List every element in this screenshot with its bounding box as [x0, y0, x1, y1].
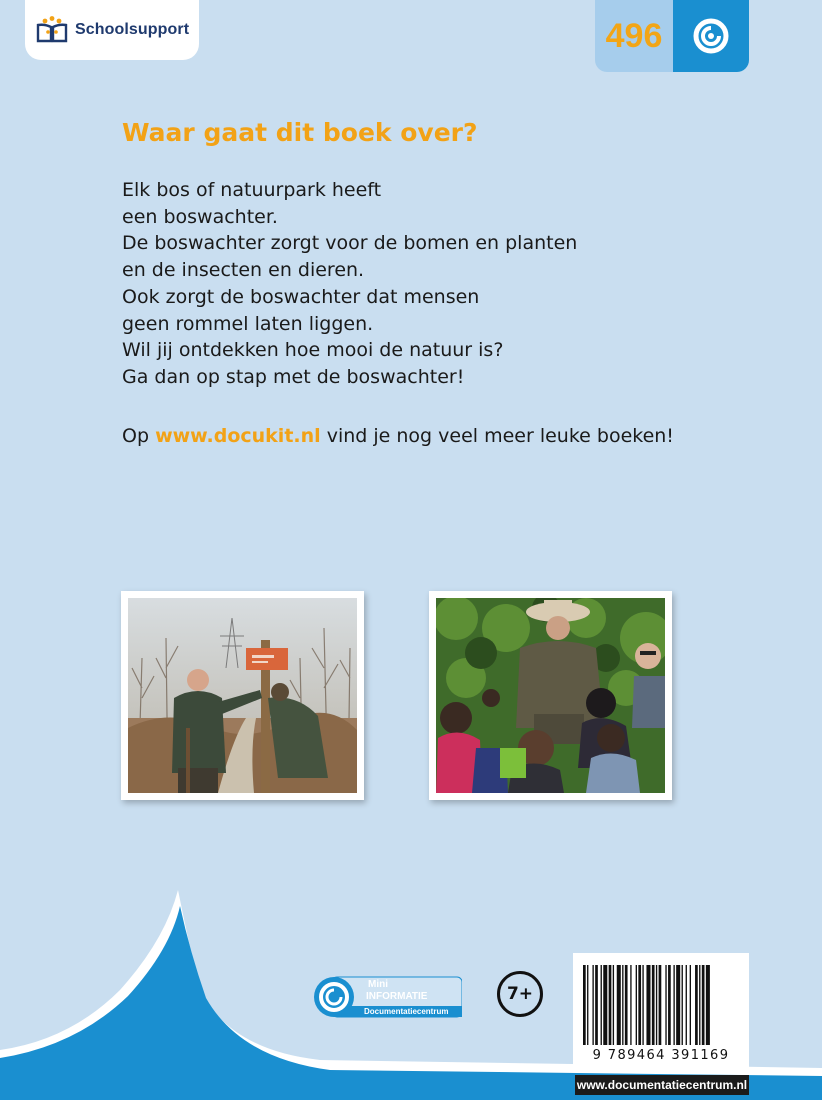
website-suffix: vind je nog veel meer leuke boeken! [320, 425, 674, 447]
barcode-bar [646, 965, 650, 1045]
description-text [122, 177, 577, 391]
description-line: geen rommel laten liggen. [122, 312, 374, 335]
ranger-children-image [436, 598, 665, 793]
barcode-bars [573, 953, 749, 1048]
mini-informatie-logo [312, 975, 462, 1019]
barcode-bar [695, 965, 698, 1045]
isbn-number: 9 789464 391169 [592, 1048, 730, 1063]
age-badge: 7+ [497, 971, 543, 1017]
mini-label: Mini [368, 979, 388, 990]
ranger-signpost-image [128, 598, 357, 793]
barcode-bar [656, 965, 657, 1045]
website-prefix: Op [122, 425, 156, 447]
barcode-bar [686, 965, 687, 1045]
barcode [573, 953, 749, 1071]
barcode-bar [636, 965, 637, 1045]
barcode-bar [659, 965, 662, 1045]
documentatiecentrum-label: Documentatiecentrum [364, 1007, 449, 1016]
docukit-link[interactable]: www.docukit.nl [155, 425, 321, 447]
description-line: Elk bos of natuurpark heeft [122, 179, 382, 201]
description-line: en de insecten en dieren. [122, 259, 365, 282]
book-logo-icon [35, 15, 69, 45]
barcode-bar [673, 965, 674, 1045]
barcode-bar [592, 965, 593, 1045]
website-promo [122, 425, 674, 447]
book-number-panel [595, 0, 673, 72]
description-line: Ook zorgt de boswachter dat mensen [122, 285, 480, 308]
barcode-bar [676, 965, 680, 1045]
photo-ranger-children [429, 591, 672, 800]
schoolsupport-logo[interactable] [25, 0, 199, 60]
barcode-bar [583, 965, 586, 1045]
description-line: Wil jij ontdekken hoe mooi de natuur is? [122, 339, 504, 362]
barcode-bar [699, 965, 700, 1045]
barcode-bar [682, 965, 683, 1045]
barcode-bar [665, 965, 666, 1045]
photo-ranger-signpost [121, 591, 364, 800]
description-line: een boswachter. [122, 205, 278, 228]
barcode-bar [625, 965, 628, 1045]
barcode-bar [609, 965, 612, 1045]
barcode-bar [595, 965, 598, 1045]
book-number-badge [595, 0, 749, 72]
barcode-bar [706, 965, 710, 1045]
barcode-bar [587, 965, 588, 1045]
barcode-bar [617, 965, 621, 1045]
description-line: Ga dan op stap met de boswachter! [122, 365, 465, 388]
barcode-bar [601, 965, 602, 1045]
barcode-bar [603, 965, 607, 1045]
barcode-bar [668, 965, 671, 1045]
barcode-bar [702, 965, 705, 1045]
documentatiecentrum-website[interactable]: www.documentatiecentrum.nl [575, 1075, 749, 1095]
swirl-panel [673, 0, 749, 72]
barcode-bar [642, 965, 643, 1045]
barcode-bar [690, 965, 691, 1045]
barcode-bar [638, 965, 641, 1045]
page-title: Waar gaat dit boek over? [122, 118, 478, 147]
informatie-label: INFORMATIE [366, 991, 428, 1002]
logo-text: Schoolsupport [75, 21, 190, 38]
barcode-bar [622, 965, 623, 1045]
barcode-bar [613, 965, 614, 1045]
barcode-bar [630, 965, 631, 1045]
description-line: De boswachter zorgt voor de bomen en planten [122, 232, 578, 255]
swirl-icon [691, 16, 731, 56]
barcode-bar [652, 965, 655, 1045]
book-number: 496 [605, 16, 663, 55]
